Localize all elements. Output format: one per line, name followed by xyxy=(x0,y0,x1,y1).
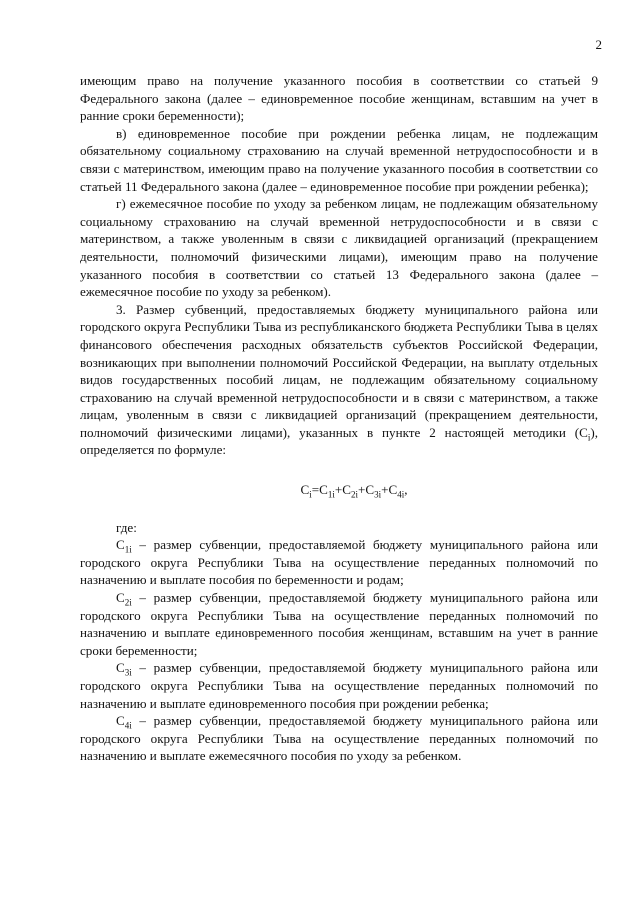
formula-tail: , xyxy=(404,482,408,498)
formula xyxy=(80,481,598,499)
formula-lhs: C xyxy=(300,482,310,498)
formula-term-2: +C xyxy=(334,482,351,498)
definition-symbol: C xyxy=(116,660,125,676)
formula-term-1-sub: 1i xyxy=(327,489,335,500)
definition-symbol-sub: 3i xyxy=(124,668,132,679)
definition-symbol: C xyxy=(116,713,125,729)
formula-term-3-sub: 3i xyxy=(374,489,382,500)
definition-symbol: C xyxy=(116,590,125,606)
paragraph-3: г) ежемесячное пособие по уходу за ребенком лицам, не подлежащим обязательному социальному страхованию на случай временной нетрудоспособности и в связи с материнством, а также уволенным в связи с ликвидацией организаций (прекращением деятельности, полномочий физическими лицами), имеющим право на получение указанного пособия в соответствии со статьей 13 Федерального закона (далее – ежемесячное пособие по уходу за ребенком). xyxy=(80,196,598,300)
formula-term-2-sub: 2i xyxy=(350,489,358,500)
definition-symbol-sub: 4i xyxy=(124,720,132,731)
definition-c4i xyxy=(80,712,598,765)
paragraph-4-tail: ), определяется по формуле: xyxy=(80,424,598,458)
definition-c2i xyxy=(80,589,598,659)
definition-c3i xyxy=(80,659,598,712)
definition-text: – размер субвенции, предоставляемой бюджету муниципального района или городского округа Республики Тыва на осуществление переданных полномочий по назначению и выплате единовременного пособия при рождении ребенка; xyxy=(80,660,598,711)
definition-symbol-sub: 1i xyxy=(124,544,132,555)
definition-symbol-sub: 2i xyxy=(124,597,132,608)
formula-term-1: =C xyxy=(311,482,328,498)
formula-lhs-sub: i xyxy=(309,489,312,500)
paragraph-4-text: 3. Размер субвенций, предоставляемых бюджету муниципального района или городского округа Республики Тыва из республиканского бюджета Республики Тыва в целях финансового обеспечения расходных обязательств субъектов Российской Федерации, возникающих при выполнении полномочий Российской Федерации, на выплату отдельных видов государственных пособий лицам, не подлежащим обязательному социальному страхованию на случай временной нетрудоспособности и в связи с материнством, а также лицам, уволенным в связи с ликвидацией организаций (прекращением деятельности, полномочий физическими лицами), указанных в пункте 2 настоящей методики (C xyxy=(80,301,598,440)
definition-text: – размер субвенции, предоставляемой бюджету муниципального района или городского округа Республики Тыва на осуществление переданных полномочий по назначению и выплате ежемесячного пособия по уходу за ребенком. xyxy=(80,713,598,764)
page-number: 2 xyxy=(595,37,602,52)
definition-symbol: C xyxy=(116,537,125,553)
formula-term-4: +C xyxy=(381,482,398,498)
paragraph-2: в) единовременное пособие при рождении ребенка лицам, не подлежащим обязательному социальному страхованию на случай временной нетрудоспособности и в связи с материнством, имеющим право на получение указанного пособия в соответствии со статьей 11 Федерального закона (далее – единовременное пособие при рождении ребенка); xyxy=(80,125,598,194)
paragraph-1: имеющим право на получение указанного пособия в соответствии со статьей 9 Федерального закона (далее – единовременное пособие женщинам, вставшим на учет в ранние сроки беременности); xyxy=(80,73,598,124)
document-body xyxy=(80,72,598,765)
definition-text: – размер субвенции, предоставляемой бюджету муниципального района или городского округа Республики Тыва на осуществление переданных полномочий по назначению и выплате единовременного пособия женщинам, вставшим на учет в ранние сроки беременности; xyxy=(80,590,598,658)
formula-term-3: +C xyxy=(357,482,375,498)
definition-text: – размер субвенции, предоставляемой бюджету муниципального района или городского округа Республики Тыва на осуществление переданных полномочий по назначению и выплате пособия по беременности и родам; xyxy=(80,537,598,588)
paragraph-4 xyxy=(80,301,598,459)
definition-c1i xyxy=(80,536,598,589)
paragraph-4-subscript: i xyxy=(587,432,591,443)
where-label: где: xyxy=(116,519,137,535)
formula-term-4-sub: 4i xyxy=(397,489,405,500)
